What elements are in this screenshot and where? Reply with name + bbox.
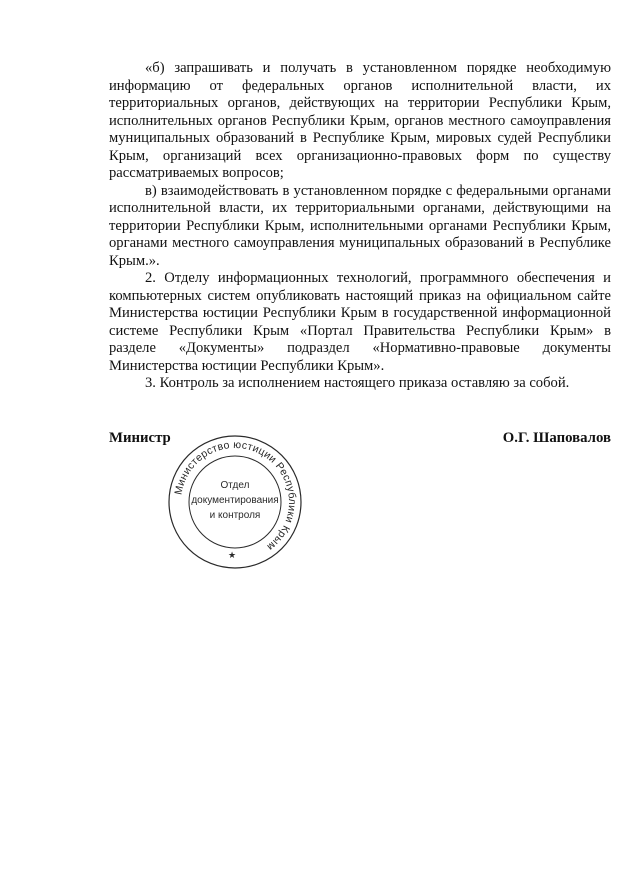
stamp-line-2: документирования	[191, 495, 279, 506]
official-stamp	[160, 432, 310, 572]
stamp-star-icon: ★	[227, 550, 237, 560]
signatory-name: О.Г. Шаповалов	[502, 430, 611, 446]
paragraph-item-v: в) взаимодействовать в установленном порядке с федеральными органами исполнительной власти, их территориальными органами, действующими на территории Республики Крым, исполнительными органами Республики Крым, органами местного самоуправления муниципальных образований в Республике Крым.».	[109, 182, 611, 269]
stamp-line-3: и контроля	[209, 510, 261, 521]
signatory-title: Министр	[109, 430, 171, 446]
document-body	[109, 60, 611, 393]
stamp-line-1: Отдел	[220, 480, 250, 491]
paragraph-point-3: 3. Контроль за исполнением настоящего приказа оставляю за собой.	[145, 375, 570, 391]
stamp-ring-text: Министерство юстиции Республики Крым	[172, 438, 299, 554]
paragraph-item-b: «б) запрашивать и получать в установленном порядке необходимую информацию от федеральных органов исполнительной власти, их территориальных органов, действующих на территории Республики Крым, исполнительных органов Республики Крым, органов местного самоуправления муниципальных образований в Республике Крым, мировых судей Республики Крым, организаций всех организационно-правовых форм по существу рассматриваемых вопросов;	[109, 60, 611, 181]
paragraph-point-2: 2. Отделу информационных технологий, программного обеспечения и компьютерных систем опубликовать настоящий приказ на официальном сайте Министерства юстиции Республики Крым в государственной информационной системе Республики Крым «Портал Правительства Республики Крым» в разделе «Документы» подраздел «Нормативно-правовые документы Министерства юстиции Республики Крым».	[109, 270, 611, 374]
